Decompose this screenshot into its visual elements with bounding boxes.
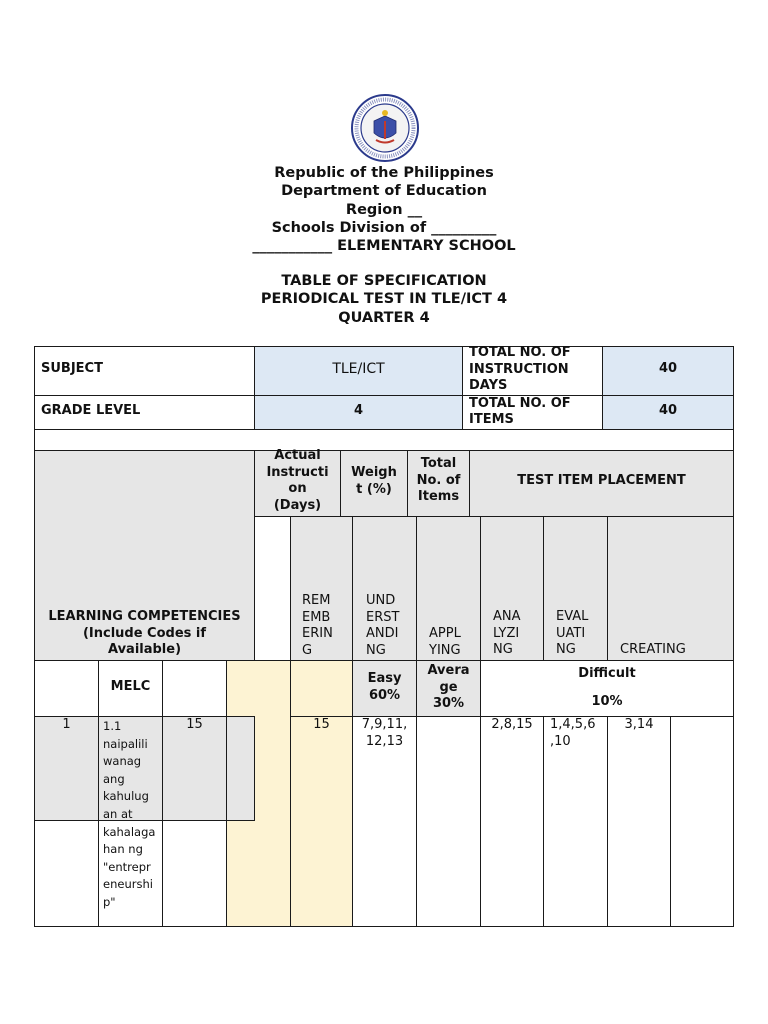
row1-creating-cell bbox=[670, 716, 734, 927]
days-col-header bbox=[162, 660, 227, 717]
row1-remembering-items: 7,9,11, 12,13 bbox=[361, 717, 408, 749]
row1-days: 15 bbox=[186, 717, 203, 732]
grade-label: GRADE LEVEL bbox=[41, 403, 141, 418]
items-value: 40 bbox=[658, 403, 678, 418]
highlight-col-a-header bbox=[226, 660, 291, 717]
creating-label: CREATING bbox=[620, 642, 686, 657]
blank-level-cell bbox=[254, 516, 291, 661]
items-label: TOTAL NO. OF ITEMS bbox=[469, 396, 571, 427]
row1-melc-text: 1.1 naipalili wanag ang kahulug an at kahalaga han ng "entrepr eneurshi p" bbox=[103, 719, 156, 909]
letterhead bbox=[0, 164, 768, 255]
row1-items: 15 bbox=[313, 717, 330, 732]
document-title bbox=[0, 272, 768, 327]
row1-applying-items: 2,8,15 bbox=[491, 717, 533, 732]
row2-number-cell bbox=[34, 820, 99, 927]
deped-seal bbox=[350, 93, 420, 163]
row2-days-cell bbox=[162, 820, 227, 927]
subject-label: SUBJECT bbox=[41, 361, 103, 376]
average-label: Avera ge 30% bbox=[427, 663, 470, 711]
melc-header: MELC bbox=[110, 679, 151, 694]
remembering-label: REM EMB ERIN G bbox=[302, 593, 333, 658]
number-col-header bbox=[34, 660, 99, 717]
applying-label: APPL YING bbox=[429, 626, 461, 658]
subject-value: TLE/ICT bbox=[332, 361, 385, 377]
evaluating-label: EVAL UATI NG bbox=[556, 609, 589, 657]
department-line: Department of Education bbox=[281, 183, 487, 200]
weight-label: Weigh t (%) bbox=[351, 465, 397, 497]
highlight-col-b bbox=[290, 716, 353, 927]
difficult-label: Difficult 10% bbox=[578, 666, 636, 709]
analyzing-label: ANA LYZI NG bbox=[493, 609, 521, 657]
spacer-row bbox=[34, 429, 734, 451]
title-line-3: QUARTER 4 bbox=[338, 309, 430, 326]
region-line: Region __ bbox=[345, 201, 423, 218]
days-label: TOTAL NO. OF INSTRUCTION DAYS bbox=[469, 345, 571, 393]
school-line: ___________ ELEMENTARY SCHOOL bbox=[252, 238, 516, 255]
division-line: Schools Division of _________ bbox=[271, 219, 497, 236]
row1-understanding-cell bbox=[416, 716, 481, 927]
republic-line: Republic of the Philippines bbox=[274, 165, 494, 181]
total-items-label: Total No. of Items bbox=[416, 456, 461, 504]
highlight-col-b-header bbox=[290, 660, 353, 717]
row1-number: 1 bbox=[62, 717, 71, 732]
grade-value: 4 bbox=[353, 403, 364, 418]
learning-competencies-label: LEARNING COMPETENCIES (Include Codes if Available) bbox=[48, 609, 241, 657]
row1-analyzing-items: 1,4,5,6 ,10 bbox=[550, 717, 596, 749]
easy-label: Easy 60% bbox=[367, 671, 402, 703]
row1-evaluating-cell bbox=[607, 716, 671, 927]
days-value: 40 bbox=[658, 361, 678, 376]
title-line-1: TABLE OF SPECIFICATION bbox=[281, 273, 487, 289]
creating-header bbox=[607, 516, 734, 661]
row1-gray-overlay bbox=[226, 716, 255, 821]
row1-applying-cell bbox=[480, 716, 544, 927]
row1-evaluating-items: 3,14 bbox=[624, 717, 654, 732]
title-line-2: PERIODICAL TEST IN TLE/ICT 4 bbox=[260, 291, 508, 308]
actual-instruction-label: Actual Instructi on (Days) bbox=[266, 448, 329, 513]
understanding-label: UND ERST ANDI NG bbox=[366, 593, 400, 658]
test-item-placement-label: TEST ITEM PLACEMENT bbox=[517, 473, 686, 488]
